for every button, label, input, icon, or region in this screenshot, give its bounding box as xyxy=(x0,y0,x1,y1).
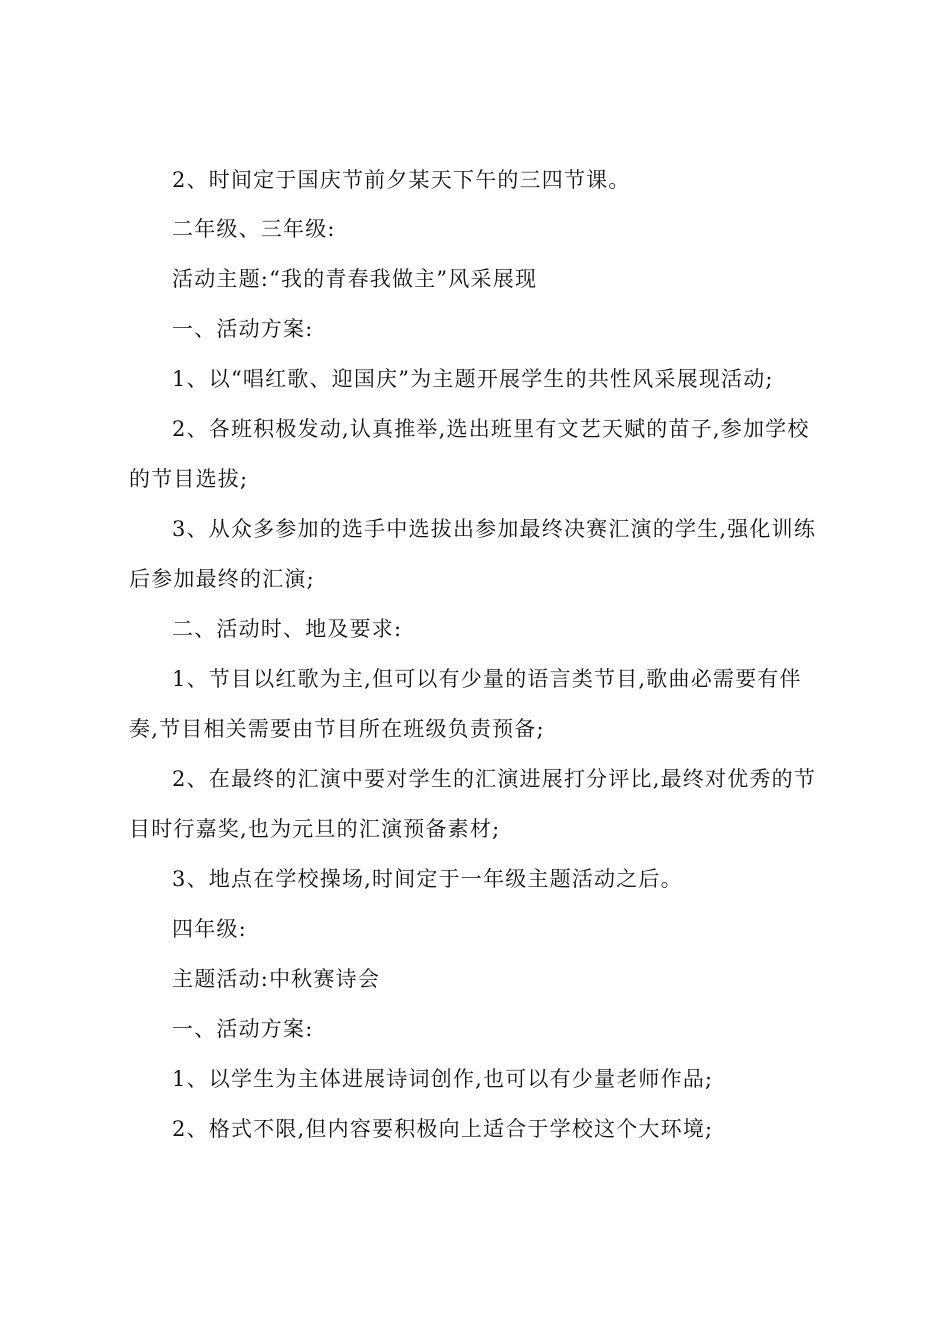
paragraph-line: 2、各班积极发动,认真推举,选出班里有文艺天赋的苗子,参加学校 xyxy=(172,417,810,441)
paragraph-line: 3、从众多参加的选手中选拔出参加最终决赛汇演的学生,强化训练 xyxy=(172,517,817,541)
paragraph-line: 3、地点在学校操场,时间定于一年级主题活动之后。 xyxy=(172,867,683,891)
paragraph-line: 2、在最终的汇演中要对学生的汇演进展打分评比,最终对优秀的节 xyxy=(172,767,817,791)
paragraph-continuation: 奏,节目相关需要由节目所在班级负责预备; xyxy=(129,717,545,741)
paragraph-line: 1、节目以红歌为主,但可以有少量的语言类节目,歌曲必需要有伴 xyxy=(172,667,802,691)
paragraph-line: 1、以学生为主体进展诗词创作,也可以有少量老师作品; xyxy=(172,1067,714,1091)
heading-grade-2-3: 二年级、三年级: xyxy=(172,217,336,241)
section-heading: 一、活动方案: xyxy=(172,1017,314,1041)
heading-grade-4: 四年级: xyxy=(172,917,247,941)
section-heading: 二、活动时、地及要求: xyxy=(172,617,403,641)
paragraph-line: 2、格式不限,但内容要积极向上适合于学校这个大环境; xyxy=(172,1117,714,1141)
paragraph-continuation: 目时行嘉奖,也为元旦的汇演预备素材; xyxy=(129,817,501,841)
paragraph-line: 2、时间定于国庆节前夕某天下午的三四节课。 xyxy=(172,168,631,192)
theme-line: 活动主题:“我的青春我做主”风采展现 xyxy=(172,267,538,291)
paragraph-continuation: 的节目选拔; xyxy=(129,467,249,491)
paragraph-continuation: 后参加最终的汇演; xyxy=(129,567,315,591)
paragraph-line: 1、以“唱红歌、迎国庆”为主题开展学生的共性风采展现活动; xyxy=(172,367,774,391)
theme-line: 主题活动:中秋赛诗会 xyxy=(172,967,381,991)
section-heading: 一、活动方案: xyxy=(172,317,314,341)
